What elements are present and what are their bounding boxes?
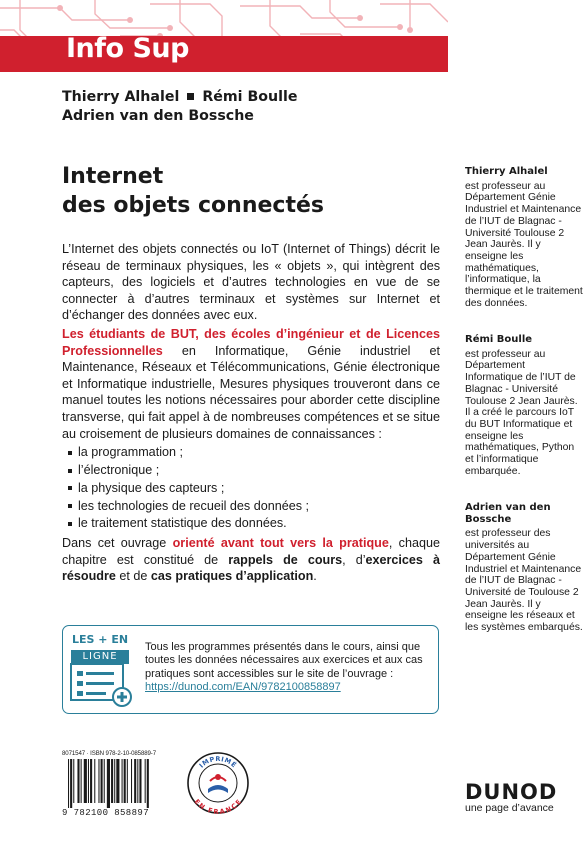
list-item: la programmation ;	[68, 444, 440, 462]
closing-bold: exercices à résoudre	[62, 552, 440, 584]
bio-text: est professeur au Département Génie Industriel et Maintenance de l’IUT de Blagnac - Université Toulouse 2 Jean Jaurès. Il y enseigne les mathématiques, l’informatique, la thermique et le traitement des données.	[465, 180, 583, 309]
closing-text: , d’	[342, 552, 366, 567]
list-item: l’électronique ;	[68, 462, 440, 480]
list-item: le traitement statistique des données.	[68, 515, 440, 533]
publisher-name: DUNOD	[465, 780, 558, 804]
audience-highlight: Les étudiants de BUT, des écoles d’ingénieur et de Licences Professionnelles	[62, 326, 440, 358]
intro-paragraph: L’Internet des objets connectés ou IoT (Internet of Things) décrit le réseau de terminaux physiques, les « objets », qui intègrent des capteurs, des logiciels et d’autres technologies en vue de se connecter à d’autres terminaux et systèmes sur Internet et d’échanger des données avec eux.	[62, 242, 440, 323]
authors-line-1	[62, 88, 297, 107]
closing-highlight: orienté avant tout vers la pratique	[172, 536, 389, 551]
book-title	[62, 162, 324, 220]
seal-top-text: IMPRIMÉ	[197, 754, 239, 770]
barcode-bars-icon	[62, 759, 172, 809]
bio-name: Adrien van den Bossche	[465, 502, 551, 525]
bio-text: est professeur au Département Informatique de l’IUT de Blagnac - Université Toulouse 2 Jean Jaurès. Il a créé le parcours IoT du BUT Informatique et enseigne les mathématiques, Python et l’informatique embarquée.	[465, 348, 578, 477]
isbn-text: 8071547 · ISBN 978-2-10-085889-7	[62, 750, 157, 757]
brand-title: Info Sup	[66, 33, 189, 64]
bio-text: est professeur des universités au Département Génie Industriel et Maintenance de l’IUT de Blagnac - Université de Toulouse 2 Jean Jaurès. Il y enseigne les réseaux et les systèmes embarqués.	[465, 528, 583, 634]
closing-text: Dans cet ouvrage	[62, 536, 173, 551]
barcode	[62, 750, 172, 816]
header-banner	[0, 0, 448, 72]
back-cover-text	[62, 241, 440, 587]
seal-bottom-text: EN FRANCE	[192, 797, 244, 815]
bio-name: Rémi Boulle	[465, 334, 533, 345]
publisher-tagline: une page d’avance	[465, 802, 554, 814]
online-link[interactable]: https://dunod.com/EAN/9782100858897	[145, 681, 341, 694]
bio-adrien	[465, 502, 583, 634]
list-item: les technologies de recueil des données ;	[68, 498, 440, 516]
authors-block	[62, 88, 297, 126]
audience-text: en Informatique, Génie industriel et Maintenance, Réseaux et Télécommunications, Génie électronique et Informatique industrielle, Mesures physiques trouveront dans ce manuel toutes les notions nécessaires pour aborder cette discipline transverse, qui fait appel à de nombreuses compétences et se situe au croisement de plusieurs domaines de connaissances :	[62, 343, 440, 441]
online-description	[145, 641, 435, 695]
closing-bold: cas pratiques d’application	[150, 569, 314, 584]
online-resources-box	[62, 625, 439, 714]
separator-square-icon	[187, 93, 194, 100]
closing-bold: rappels de cours	[228, 552, 343, 567]
author-name: Rémi Boulle	[202, 89, 298, 105]
online-text: Tous les programmes présentés dans le cours, ainsi que toutes les données nécessaires aux exercices et aux cas pratiques sont accessibles sur le site de l’ouvrage :	[145, 641, 423, 680]
ean-digits: 9 782100 858897	[62, 808, 150, 818]
publisher-logo	[465, 780, 557, 814]
imprime-en-france-seal-icon	[186, 751, 250, 815]
online-label: LES + EN	[72, 633, 129, 646]
author-name: Thierry Alhalel	[62, 89, 180, 105]
author-name: Adrien van den Bossche	[62, 108, 254, 124]
audience-paragraph	[62, 326, 440, 442]
topics-list	[68, 444, 440, 533]
closing-text: et de	[115, 569, 151, 584]
list-item: la physique des capteurs ;	[68, 480, 440, 498]
book-title-line-1: Internet	[62, 164, 164, 189]
closing-paragraph	[62, 535, 440, 585]
online-tab: LIGNE	[71, 650, 129, 664]
bio-thierry	[465, 166, 583, 309]
bio-remi	[465, 334, 583, 477]
closing-text: , chaque chapitre est constitué de	[62, 536, 440, 567]
online-document-icon	[70, 662, 134, 708]
bio-name: Thierry Alhalel	[465, 166, 548, 177]
closing-text: .	[313, 569, 317, 584]
book-title-line-2: des objets connectés	[62, 193, 324, 218]
